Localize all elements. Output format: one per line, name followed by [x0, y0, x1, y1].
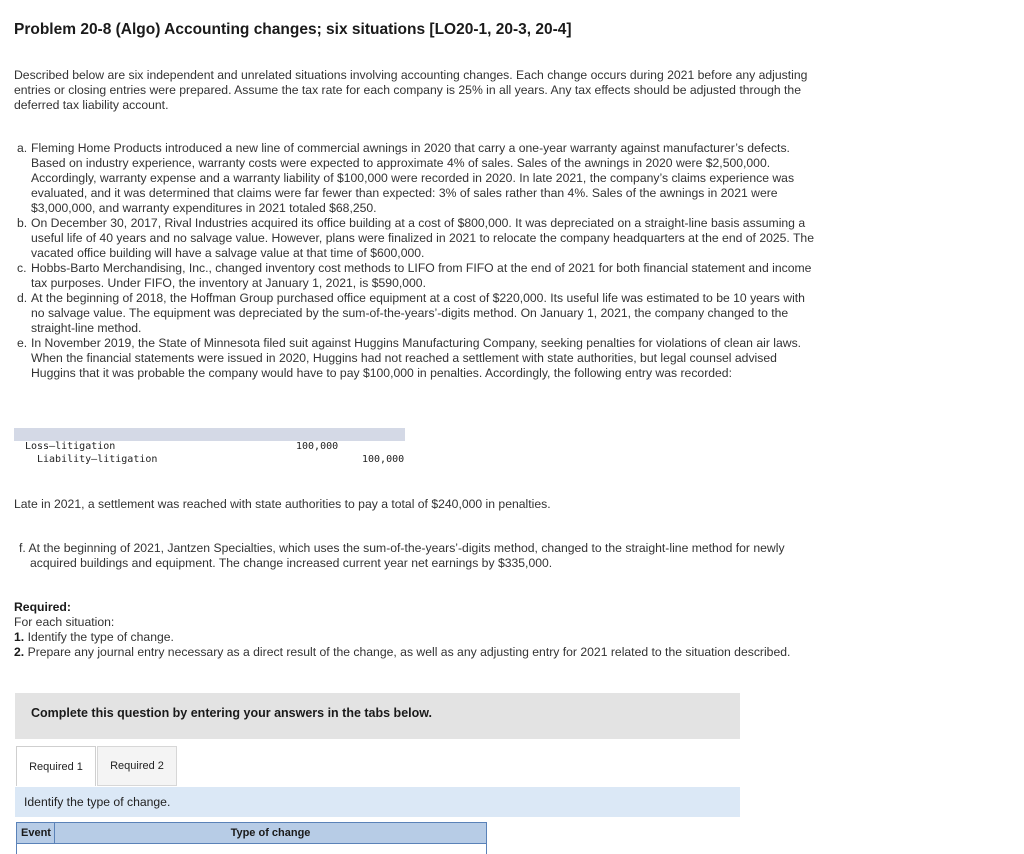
- complete-banner: [15, 693, 740, 739]
- required-item-1: [14, 630, 814, 645]
- identify-instruction-text: Identify the type of change.: [24, 795, 171, 809]
- situation-label: b.: [17, 216, 28, 230]
- column-header-type-of-change: Type of change: [230, 827, 311, 839]
- required-for-each: For each situation:: [14, 615, 115, 629]
- situation-text: Hobbs-Barto Merchandising, Inc., changed inventory cost methods to LIFO from FIFO at the end of 2021 for both financial statement and income tax purposes. Under FIFO, the inventory at January 1, 2021, is $590,000.: [31, 261, 812, 290]
- required-item-1-text: Identify the type of change.: [27, 630, 174, 644]
- situation-label: a.: [17, 141, 28, 155]
- situation-item: [14, 141, 820, 216]
- answer-table-body: [16, 844, 487, 854]
- page-title: Problem 20-8 (Algo) Accounting changes; six situations [LO20-1, 20-3, 20-4]: [14, 21, 572, 38]
- situation-label: d.: [17, 291, 28, 305]
- required-item-1-num: 1.: [14, 630, 25, 644]
- required-header: Required:: [14, 600, 71, 614]
- journal-debit-amount: 100,000: [296, 441, 339, 452]
- situation-item: [14, 291, 820, 336]
- situation-f-paragraph: f. At the beginning of 2021, Jantzen Specialties, which uses the sum-of-the-years’-digits method, changed to the straight-line method for newly acquired buildings and equipment. The change increased current year net earnings by $335,000.: [19, 541, 785, 570]
- required-section: [14, 600, 814, 660]
- situations-list: [14, 141, 820, 381]
- required-item-2: [14, 645, 814, 660]
- tab-required-2[interactable]: Required 2: [97, 746, 177, 786]
- journal-entry: [14, 428, 405, 470]
- settlement-paragraph: Late in 2021, a settlement was reached with state authorities to pay a total of $240,000 in penalties.: [14, 497, 551, 511]
- tab-required-1[interactable]: Required 1: [16, 746, 96, 786]
- situation-text: At the beginning of 2018, the Hoffman Group purchased office equipment at a cost of $220,000. Its useful life was estimated to be 10 years with no salvage value. The equipment was depreciated by the sum-of-the-years’-digits method. On January 1, 2021, the company changed to the straight-line method.: [31, 291, 805, 335]
- journal-debit-account: Loss—litigation: [25, 441, 116, 452]
- situation-text: In November 2019, the State of Minnesota filed suit against Huggins Manufacturing Company, seeking penalties for violations of clean air laws. When the financial statements were issued in 2020, Huggins had not reached a settlement with state authorities, but legal counsel advised Huggins that it was probable the company would have to pay $100,000 in penalties. Accordingly, the following entry was recorded:: [31, 336, 802, 380]
- situation-label: c.: [17, 261, 27, 275]
- answer-table-header: [16, 822, 487, 844]
- intro-paragraph: Described below are six independent and unrelated situations involving accounting changes. Each change occurs during 2021 before any adjusting entries or closing entries were prepared. Assume the tax rate for each company is 25% in all years. Any tax effects should be adjusted through the deferred tax liability account.: [14, 68, 808, 112]
- column-header-event: Event: [17, 823, 55, 843]
- complete-banner-text: Complete this question by entering your answers in the tabs below.: [31, 706, 432, 720]
- journal-credit-account: Liability—litigation: [37, 454, 158, 465]
- identify-instruction-band: [15, 787, 740, 817]
- required-item-2-text: Prepare any journal entry necessary as a direct result of the change, as well as any adjusting entry for 2021 related to the situation described.: [27, 645, 791, 659]
- required-item-2-num: 2.: [14, 645, 25, 659]
- situation-text: On December 30, 2017, Rival Industries acquired its office building at a cost of $800,000. It was depreciated on a straight-line basis assuming a useful life of 40 years and no salvage value. However, plans were finalized in 2021 to relocate the company headquarters at the end of 2025. The vacated office building will have a salvage value at that time of $600,000.: [31, 216, 814, 260]
- journal-credit-amount: 100,000: [362, 454, 405, 465]
- situation-item: [14, 261, 820, 291]
- situation-text: Fleming Home Products introduced a new line of commercial awnings in 2020 that carry a one-year warranty against manufacturer’s defects. Based on industry experience, warranty costs were expected to approximate 4% of sales. Sales of the awnings in 2020 were $2,500,000. Accordingly, warranty expense and a warranty liability of $100,000 were recorded in 2020. In late 2021, the company’s claims experience was evaluated, and it was determined that claims were far fewer than expected: 3% of sales rather than 4%. Sales of the awnings in 2021 were $3,000,000, and warranty expenditures in 2021 totaled $68,250.: [31, 141, 795, 215]
- journal-header-band: [14, 428, 405, 441]
- situation-item: [14, 336, 820, 381]
- situation-item: [14, 216, 820, 261]
- situation-label: e.: [17, 336, 28, 350]
